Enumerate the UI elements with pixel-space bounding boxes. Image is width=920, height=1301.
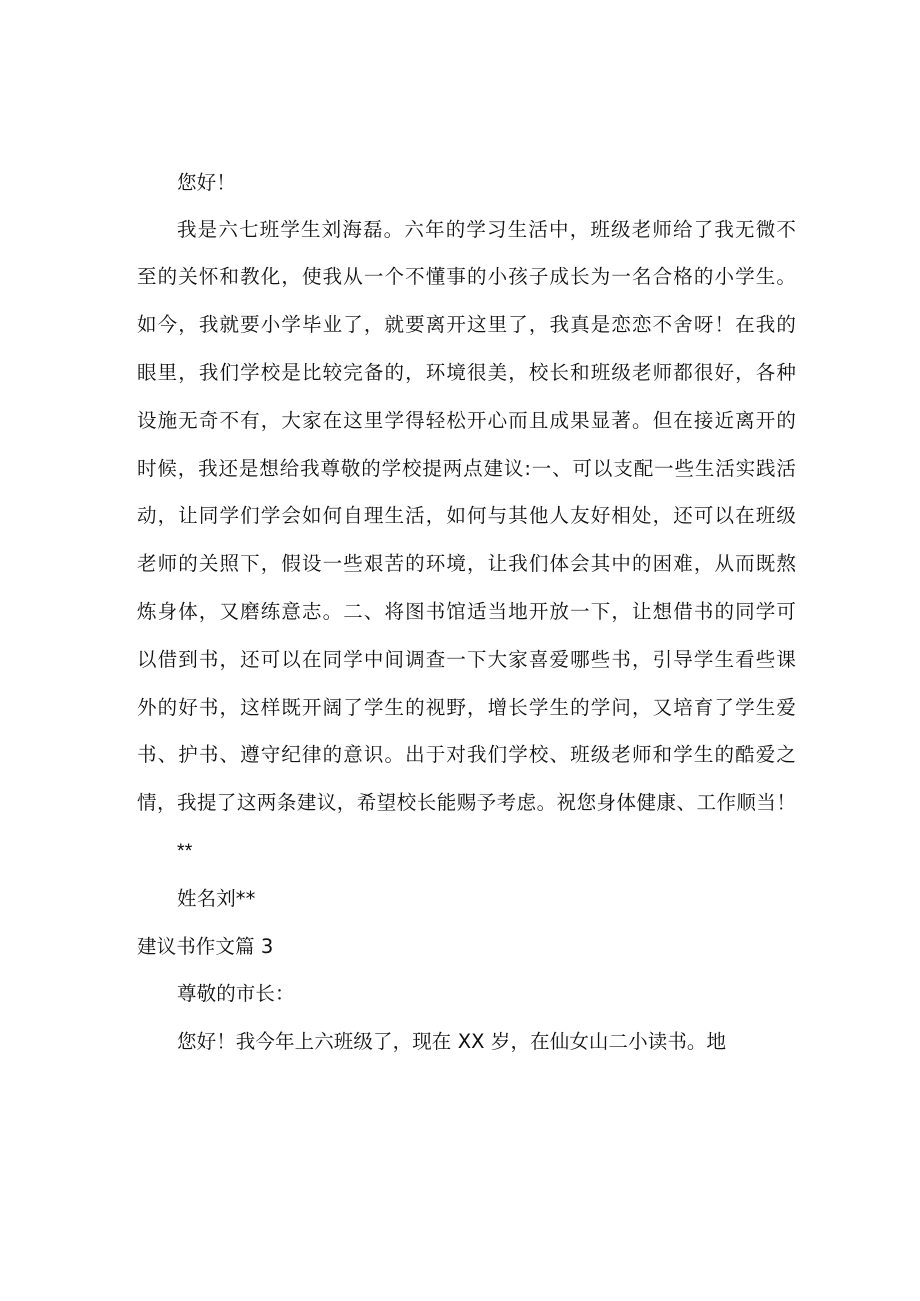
paragraph-line: 情，我提了这两条建议，希望校长能赐予考虑。祝您身体健康、工作顺当！ [137, 791, 796, 814]
greeting-text: 您好！ [177, 171, 236, 194]
paragraph-line: 炼身体，又磨练意志。二、将图书馆适当地开放一下，让想借书的同学可 [137, 600, 796, 623]
paragraph-line: 以借到书，还可以在同学中间调查一下大家喜爱哪些书，引导学生看些课 [137, 648, 796, 671]
paragraph-line: 我是六七班学生刘海磊。六年的学习生活中，班级老师给了我无微不 [177, 218, 796, 241]
paragraph-line: 至的关怀和教化，使我从一个不懂事的小孩子成长为一名合格的小学生。 [137, 265, 796, 288]
paragraph-line: 外的好书，这样既开阔了学生的视野，增长学生的学问，又培育了学生爱 [137, 696, 796, 719]
paragraph-line: 时候，我还是想给我尊敬的学校提两点建议:一、可以支配一些生活实践活 [137, 457, 796, 480]
closing-mark: ** [177, 840, 193, 862]
signature: 姓名刘** [177, 887, 256, 910]
paragraph-line: 眼里，我们学校是比较完备的，环境很美，校长和班级老师都很好，各种 [137, 361, 796, 384]
salutation: 尊敬的市长： [177, 982, 295, 1005]
paragraph-line: 设施无奇不有，大家在这里学得轻松开心而且成果显著。但在接近离开的 [137, 409, 796, 432]
paragraph-line: 动，让同学们学会如何自理生活，如何与其他人友好相处，还可以在班级 [137, 504, 796, 527]
paragraph-line: 您好！我今年上六班级了，现在 XX 岁，在仙女山二小读书。地 [177, 1030, 727, 1053]
section-title: 建议书作文篇 3 [137, 935, 274, 958]
paragraph-line: 老师的关照下，假设一些艰苦的环境，让我们体会其中的困难，从而既熬 [137, 552, 796, 575]
paragraph-line: 书、护书、遵守纪律的意识。出于对我们学校、班级老师和学生的酷爱之 [137, 743, 796, 766]
paragraph-line: 如今，我就要小学毕业了，就要离开这里了，我真是恋恋不舍呀！在我的 [137, 313, 796, 336]
